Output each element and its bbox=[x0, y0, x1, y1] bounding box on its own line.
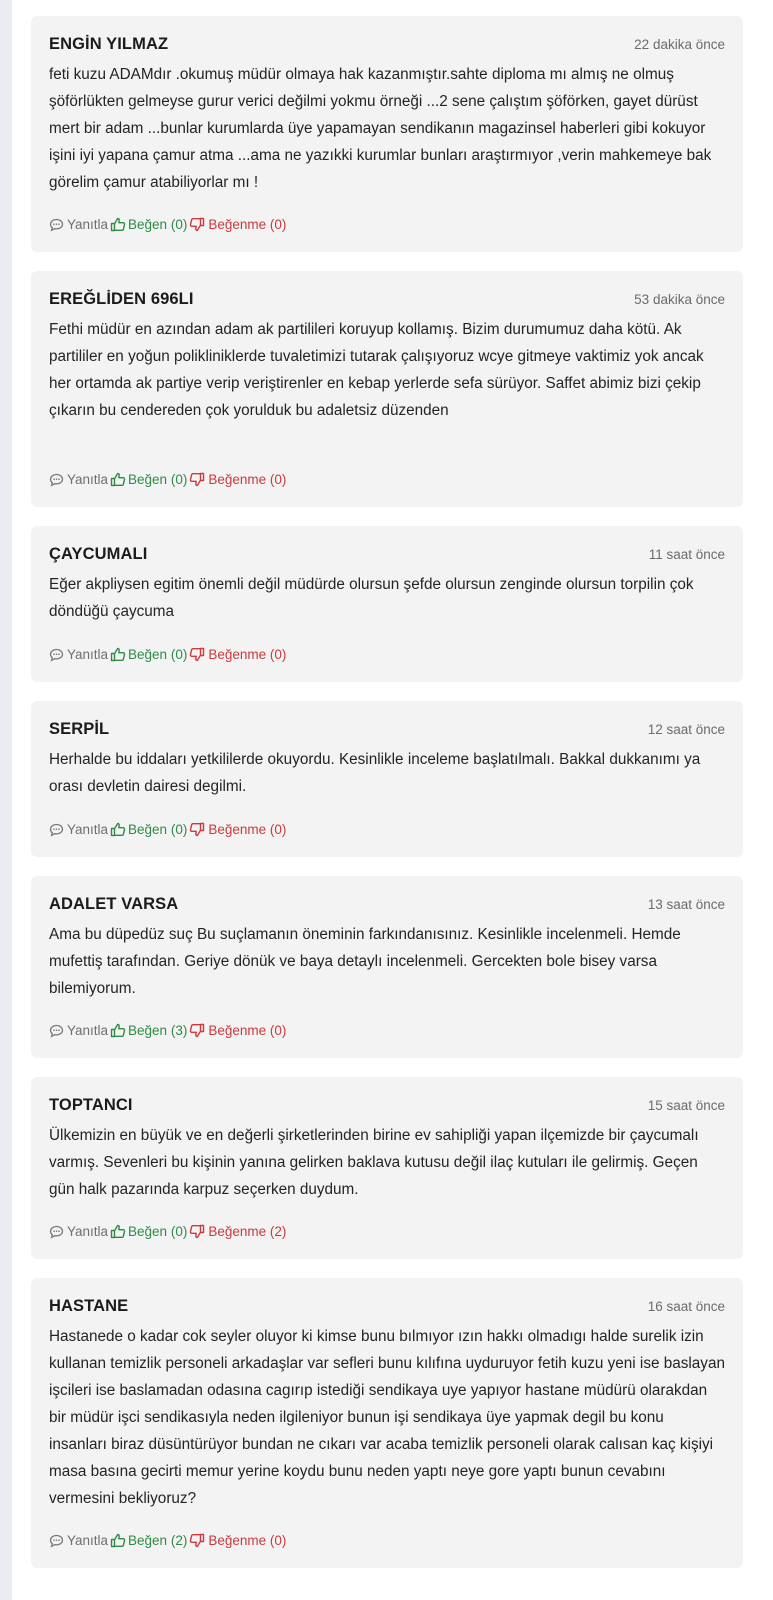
comment-header bbox=[49, 720, 725, 742]
speech-bubble-icon bbox=[49, 823, 64, 837]
thumbs-down-icon bbox=[189, 472, 205, 487]
comment-actions bbox=[49, 1023, 286, 1038]
thumbs-down-icon bbox=[189, 822, 205, 837]
reply-label: Yanıtla bbox=[67, 647, 109, 662]
thumbs-up-icon bbox=[110, 822, 126, 837]
like-count: (0) bbox=[170, 1224, 188, 1239]
dislike-button[interactable] bbox=[189, 217, 286, 232]
like-button[interactable] bbox=[110, 1023, 187, 1038]
comment-card bbox=[31, 876, 743, 1058]
comment-card bbox=[31, 701, 743, 857]
dislike-button[interactable] bbox=[189, 822, 286, 837]
comment-header bbox=[49, 35, 725, 57]
dislike-count: (0) bbox=[269, 1533, 287, 1548]
left-rail bbox=[0, 0, 12, 1600]
like-count: (2) bbox=[170, 1533, 188, 1548]
thumbs-down-icon bbox=[189, 217, 205, 232]
like-count: (0) bbox=[170, 472, 188, 487]
dislike-count: (0) bbox=[269, 822, 287, 837]
dislike-label: Beğenme bbox=[208, 472, 267, 487]
speech-bubble-icon bbox=[49, 1024, 64, 1038]
reply-button[interactable] bbox=[49, 822, 108, 837]
comment-actions bbox=[49, 1224, 286, 1239]
thumbs-down-icon bbox=[189, 647, 205, 662]
comment-card bbox=[31, 16, 743, 252]
like-count: (0) bbox=[170, 647, 188, 662]
reply-label: Yanıtla bbox=[67, 1023, 109, 1038]
dislike-label: Beğenme bbox=[208, 1533, 267, 1548]
dislike-button[interactable] bbox=[189, 1023, 286, 1038]
comment-time: 12 saat önce bbox=[647, 722, 725, 737]
like-count: (0) bbox=[170, 217, 188, 232]
comment-actions bbox=[49, 1533, 286, 1548]
comment-author: EREĞLİDEN 696LI bbox=[49, 290, 194, 308]
dislike-button[interactable] bbox=[189, 1533, 286, 1548]
comment-time: 15 saat önce bbox=[647, 1098, 725, 1113]
reply-button[interactable] bbox=[49, 1224, 108, 1239]
dislike-label: Beğenme bbox=[208, 822, 267, 837]
thumbs-down-icon bbox=[189, 1533, 205, 1548]
comment-header bbox=[49, 895, 725, 917]
comment-header bbox=[49, 290, 725, 312]
thumbs-up-icon bbox=[110, 217, 126, 232]
thumbs-up-icon bbox=[110, 472, 126, 487]
like-label: Beğen bbox=[128, 647, 168, 662]
like-button[interactable] bbox=[110, 472, 187, 487]
dislike-count: (0) bbox=[269, 217, 287, 232]
speech-bubble-icon bbox=[49, 1534, 64, 1548]
like-count: (0) bbox=[170, 822, 188, 837]
reply-label: Yanıtla bbox=[67, 217, 109, 232]
like-label: Beğen bbox=[128, 1023, 168, 1038]
like-button[interactable] bbox=[110, 1533, 187, 1548]
comment-time: 53 dakika önce bbox=[634, 292, 725, 307]
comment-author: ADALET VARSA bbox=[49, 895, 179, 913]
comment-text: Herhalde bu iddaları yetkililerde okuyordu. Kesinlikle inceleme başlatılmalı. Bakkal dukkanımı ya orası devletin dairesi degilmi. bbox=[49, 751, 701, 795]
comment-time: 16 saat önce bbox=[647, 1299, 725, 1314]
reply-button[interactable] bbox=[49, 1023, 108, 1038]
comment-text: Eğer akpliysen egitim önemli değil müdürde olursun şefde olursun zenginde olursun torpilin çok döndüğü çaycuma bbox=[49, 576, 694, 620]
comment-actions bbox=[49, 647, 286, 662]
reply-button[interactable] bbox=[49, 472, 108, 487]
reply-label: Yanıtla bbox=[67, 822, 109, 837]
comment-author: ENGİN YILMAZ bbox=[49, 35, 169, 53]
comment-header bbox=[49, 1096, 725, 1118]
thumbs-down-icon bbox=[189, 1023, 205, 1038]
comment-text: Fethi müdür en azından adam ak partilileri koruyup kollamış. Bizim durumumuz daha kötü. Ak partililer en yoğun polikliniklerde tuvaletimizi tutarak çalışıyoruz wcye gitmeye vaktimiz yok ancak her ortamda ak partiye verip veriştirenler en kebap yerlerde sefa sürüyor. Saffet abimiz bizi çekip çıkarın bu cendereden çok yorulduk bu adaletsiz düzenden bbox=[49, 321, 704, 419]
thumbs-up-icon bbox=[110, 1023, 126, 1038]
like-button[interactable] bbox=[110, 822, 187, 837]
reply-button[interactable] bbox=[49, 1533, 108, 1548]
like-label: Beğen bbox=[128, 1224, 168, 1239]
speech-bubble-icon bbox=[49, 648, 64, 662]
comment-actions bbox=[49, 822, 286, 837]
dislike-button[interactable] bbox=[189, 472, 286, 487]
comment-card bbox=[31, 526, 743, 682]
reply-button[interactable] bbox=[49, 217, 108, 232]
thumbs-up-icon bbox=[110, 1224, 126, 1239]
like-label: Beğen bbox=[128, 822, 168, 837]
comment-author: ÇAYCUMALI bbox=[49, 545, 148, 563]
reply-label: Yanıtla bbox=[67, 1533, 109, 1548]
comment-card bbox=[31, 271, 743, 507]
thumbs-down-icon bbox=[189, 1224, 205, 1239]
speech-bubble-icon bbox=[49, 1225, 64, 1239]
like-label: Beğen bbox=[128, 472, 168, 487]
dislike-label: Beğenme bbox=[208, 1224, 267, 1239]
dislike-count: (0) bbox=[269, 1023, 287, 1038]
dislike-label: Beğenme bbox=[208, 1023, 267, 1038]
like-label: Beğen bbox=[128, 1533, 168, 1548]
comment-author: HASTANE bbox=[49, 1297, 129, 1315]
like-label: Beğen bbox=[128, 217, 168, 232]
comment-text: Hastanede o kadar cok seyler oluyor ki kimse bunu bılmıyor ızın hakkı olmadıgı halde surelik izin kullanan temizlik personeli arkadaşlar var sefleri bunu kılıfına uyduruyor fetih kuzu yeni ise baslayan işcileri ise baslamadan odasına cagırıp istediği sendikaya uye yapıyor hastane müdürü olarakdan bir müdür işci sendikasıyla neden ilgileniyor bunun işi sendikaya üye yapmak degil bu konu insanları biraz düsüntürüyor bundan ne cıkarı var acaba temizlik personeli olarak calısan kaç kişiyi masa basına gecirti memur yerine koydu bunu neden yaptı neye gore yaptı bunun cevabını vermesini bekliyoruz? bbox=[49, 1328, 725, 1507]
like-button[interactable] bbox=[110, 647, 187, 662]
dislike-label: Beğenme bbox=[208, 647, 267, 662]
comment-time: 22 dakika önce bbox=[634, 37, 725, 52]
comment-time: 11 saat önce bbox=[648, 547, 725, 562]
like-button[interactable] bbox=[110, 1224, 187, 1239]
reply-label: Yanıtla bbox=[67, 1224, 109, 1239]
thumbs-up-icon bbox=[110, 647, 126, 662]
like-count: (3) bbox=[170, 1023, 188, 1038]
comment-actions bbox=[49, 472, 286, 487]
comment-text: feti kuzu ADAMdır .okumuş müdür olmaya hak kazanmıştır.sahte diploma mı almış ne olmuş şöförlükten gelmeyse gurur verici değilmi yokmu örneği ...2 sene çalıştım şöförken, gayet dürüst mert bir adam ...bunlar kurumlarda üye yapamayan sendikanın magazinsel haberleri gibi kokuyor işini iyi yapana çamur atma ...ama ne yazıkki kurumlar bunları araştırmıyor ,verin mahkemeye bak görelim çamur atabiliyorlar mı ! bbox=[49, 66, 712, 191]
dislike-label: Beğenme bbox=[208, 217, 267, 232]
reply-button[interactable] bbox=[49, 647, 108, 662]
reply-label: Yanıtla bbox=[67, 472, 109, 487]
dislike-count: (2) bbox=[269, 1224, 287, 1239]
thumbs-up-icon bbox=[110, 1533, 126, 1548]
comment-header bbox=[49, 1297, 725, 1319]
speech-bubble-icon bbox=[49, 473, 64, 487]
dislike-count: (0) bbox=[269, 472, 287, 487]
comment-time: 13 saat önce bbox=[647, 897, 725, 912]
comment-card bbox=[31, 1077, 743, 1259]
comment-text: Ama bu düpedüz suç Bu suçlamanın öneminin farkındanısınız. Kesinlikle incelenmeli. Hemde mufettiş tarafından. Geriye dönük ve baya detaylı incelenmeli. Gercekten bole bisey varsa bilemiyorum. bbox=[49, 926, 681, 997]
comment-actions bbox=[49, 217, 286, 232]
comment-author: SERPİL bbox=[49, 720, 110, 738]
comment-author: TOPTANCI bbox=[49, 1096, 133, 1114]
dislike-button[interactable] bbox=[189, 647, 286, 662]
dislike-button[interactable] bbox=[189, 1224, 286, 1239]
comment-header bbox=[49, 545, 725, 567]
comment-card bbox=[31, 1278, 743, 1568]
comment-text: Ülkemizin en büyük ve en değerli şirketlerinden birine ev sahipliği yapan ilçemizde bir çaycumalı varmış. Sevenleri bu kişinin yanına gelirken baklava kutusu değil ilaç kutuları ile gelirmiş. Geçen gün halk pazarında karpuz seçerken duydum. bbox=[49, 1127, 699, 1198]
speech-bubble-icon bbox=[49, 218, 64, 232]
like-button[interactable] bbox=[110, 217, 187, 232]
dislike-count: (0) bbox=[269, 647, 287, 662]
